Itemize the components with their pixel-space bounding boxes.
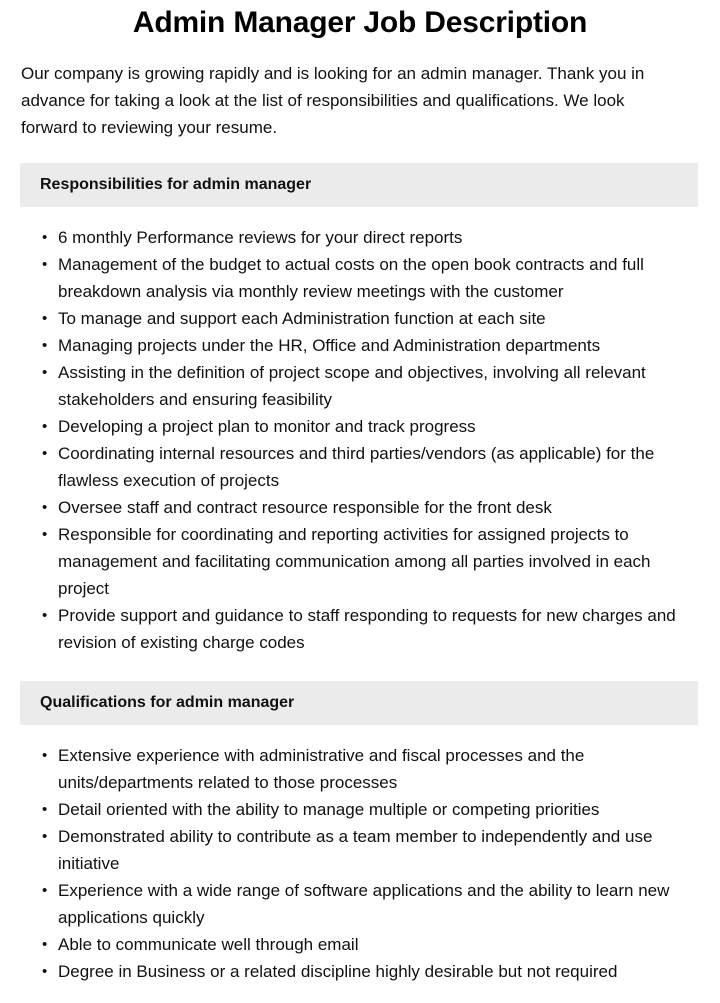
list-item: • Provide support and guidance to staff responding to requests for new charges and revision of existing charge codes — [58, 602, 698, 656]
list-item: • Developing a project plan to monitor and track progress — [58, 413, 698, 440]
section-header-responsibilities — [20, 163, 698, 207]
list-item: • Management of the budget to actual costs on the open book contracts and full breakdown analysis via monthly review meetings with the customer — [58, 251, 698, 305]
section-header-label: Responsibilities for admin manager — [40, 176, 312, 193]
section-header-qualifications — [20, 681, 698, 725]
list-item: • Coordinating internal resources and third parties/vendors (as applicable) for the flawless execution of projects — [58, 440, 698, 494]
list-item: • Assisting in the definition of project scope and objectives, involving all relevant stakeholders and ensuring feasibility — [58, 359, 698, 413]
intro-paragraph: Our company is growing rapidly and is looking for an admin manager. Thank you in advance for taking a look at the list of responsibilities and qualifications. We look forward to reviewing your resume. — [21, 64, 645, 137]
list-item: • To manage and support each Administration function at each site — [58, 305, 698, 332]
list-item: • Demonstrated ability to contribute as a team member to independently and use initiative — [58, 823, 698, 877]
list-item: • Extensive experience with administrative and fiscal processes and the units/departments related to those processes — [58, 742, 698, 796]
page-title: Admin Manager Job Description — [132, 6, 588, 39]
qualifications-list — [0, 725, 720, 985]
section-qualifications — [0, 681, 720, 985]
list-item: • Responsible for coordinating and reporting activities for assigned projects to management and facilitating communication among all parties involved in each project — [58, 521, 698, 602]
list-item: • Able to communicate well through email — [58, 931, 698, 958]
section-responsibilities — [0, 163, 720, 656]
list-item: • Oversee staff and contract resource responsible for the front desk — [58, 494, 698, 521]
list-item: • 6 monthly Performance reviews for your direct reports — [58, 224, 698, 251]
list-item: • Managing projects under the HR, Office and Administration departments — [58, 332, 698, 359]
list-item: • Degree in Business or a related discipline highly desirable but not required — [58, 958, 698, 985]
list-item: • Experience with a wide range of software applications and the ability to learn new applications quickly — [58, 877, 698, 931]
list-item: • Detail oriented with the ability to manage multiple or competing priorities — [58, 796, 698, 823]
responsibilities-list — [0, 207, 720, 656]
section-header-label: Qualifications for admin manager — [40, 694, 295, 711]
